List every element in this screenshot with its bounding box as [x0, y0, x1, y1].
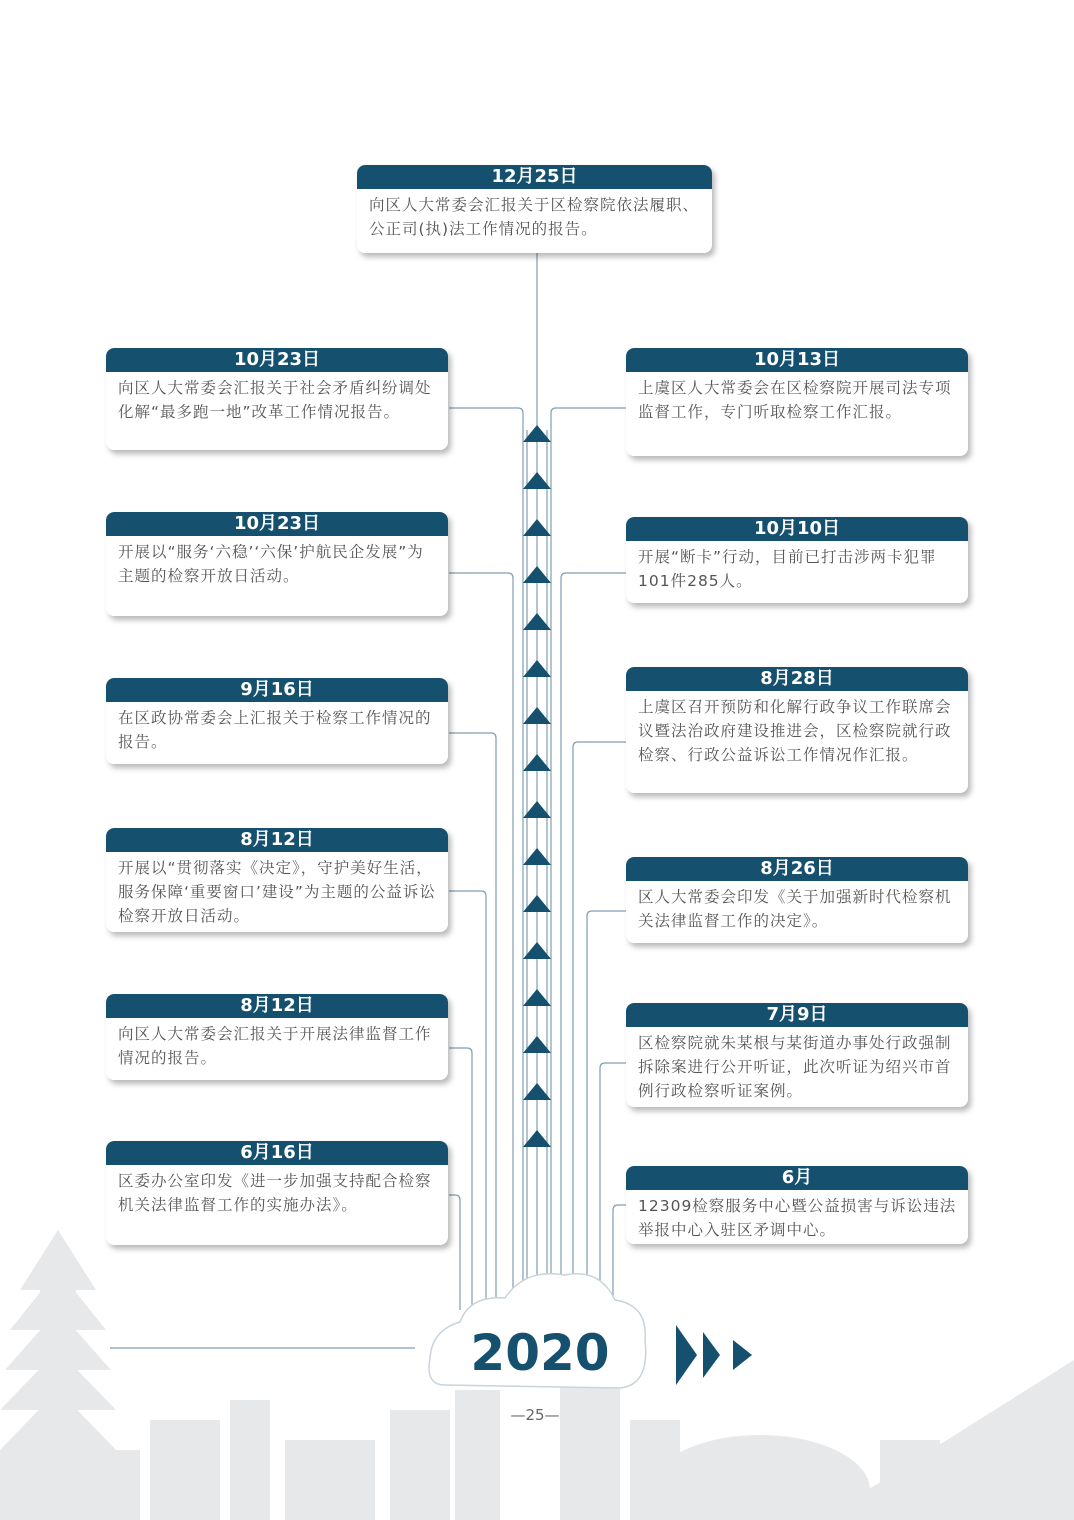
card-text: 向区人大常委会汇报关于开展法律监督工作情况的报告。: [118, 1025, 432, 1067]
timeline-card: [106, 994, 448, 1080]
timeline-card: [626, 517, 968, 603]
card-text: 开展“断卡”行动，目前已打击涉两卡犯罪101件285人。: [638, 548, 937, 590]
card-date: 10月13日: [626, 348, 968, 372]
card-text: 区委办公室印发《进一步加强支持配合检察机关法律监督工作的实施办法》。: [118, 1172, 432, 1214]
timeline-card: [626, 857, 968, 943]
timeline-card: [626, 348, 968, 456]
card-text: 上虞区人大常委会在区检察院开展司法专项监督工作，专门听取检察工作汇报。: [638, 379, 952, 421]
card-text: 开展以“贯彻落实《决定》，守护美好生活，服务保障‘重要窗口’建设”为主题的公益诉讼检察开放日活动。: [118, 859, 436, 925]
card-date: 6月16日: [106, 1141, 448, 1165]
card-date: 8月12日: [106, 994, 448, 1018]
timeline-card: [106, 1141, 448, 1245]
timeline-card: [357, 165, 712, 253]
card-date: 8月12日: [106, 828, 448, 852]
year-label: 2020: [470, 1324, 610, 1382]
card-date: 8月28日: [626, 667, 968, 691]
card-text: 向区人大常委会汇报关于区检察院依法履职、公正司(执)法工作情况的报告。: [369, 196, 700, 238]
timeline-card: [106, 348, 448, 450]
timeline-card: [626, 1003, 968, 1107]
timeline-card: [106, 678, 448, 764]
card-text: 开展以“服务‘六稳’‘六保’护航民企发展”为主题的检察开放日活动。: [118, 543, 424, 585]
card-date: 10月23日: [106, 512, 448, 536]
card-date: 9月16日: [106, 678, 448, 702]
card-date: 6月: [626, 1166, 968, 1190]
page-number: —25—: [510, 1406, 560, 1424]
timeline-card: [626, 1166, 968, 1244]
card-date: 12月25日: [357, 165, 712, 189]
timeline-card: [626, 667, 968, 793]
card-text: 区人大常委会印发《关于加强新时代检察机关法律监督工作的决定》。: [638, 888, 952, 930]
card-text: 上虞区召开预防和化解行政争议工作联席会议暨法治政府建设推进会，区检察院就行政检察、行政公益诉讼工作情况作汇报。: [638, 698, 952, 764]
card-text: 12309检察服务中心暨公益损害与诉讼违法举报中心入驻区矛调中心。: [638, 1197, 957, 1239]
timeline-card: [106, 512, 448, 616]
timeline-card: [106, 828, 448, 932]
card-text: 在区政协常委会上汇报关于检察工作情况的报告。: [118, 709, 432, 751]
card-text: 向区人大常委会汇报关于社会矛盾纠纷调处化解“最多跑一地”改革工作情况报告。: [118, 379, 432, 421]
card-text: 区检察院就朱某根与某街道办事处行政强制拆除案进行公开听证，此次听证为绍兴市首例行政检察听证案例。: [638, 1034, 952, 1100]
card-date: 10月10日: [626, 517, 968, 541]
play-arrows-icon: [676, 1325, 752, 1385]
card-date: 7月9日: [626, 1003, 968, 1027]
card-date: 10月23日: [106, 348, 448, 372]
card-date: 8月26日: [626, 857, 968, 881]
